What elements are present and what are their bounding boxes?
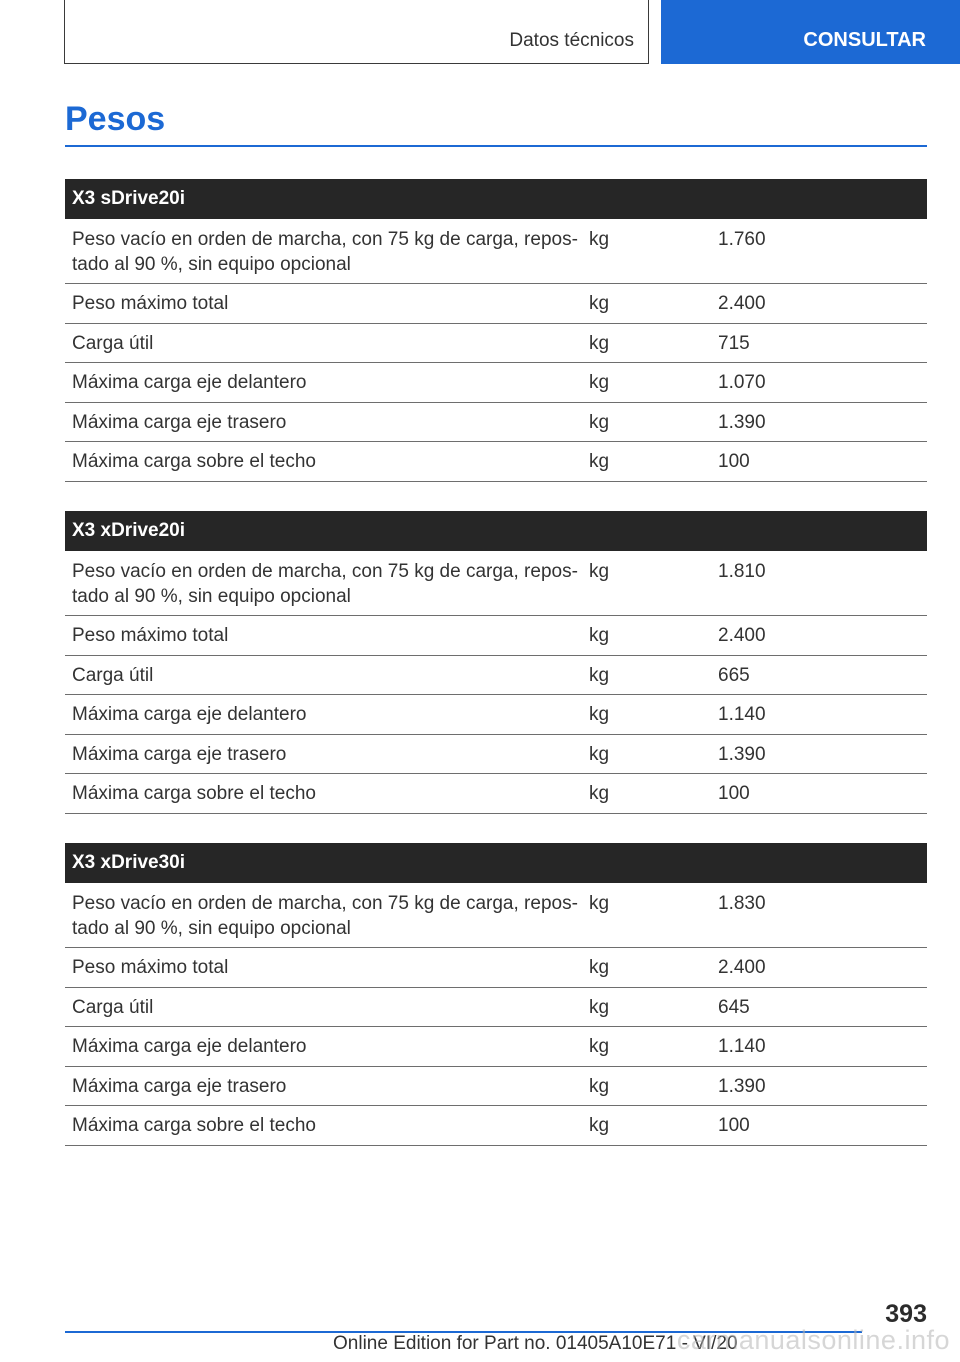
row-unit: kg bbox=[589, 332, 610, 354]
table-row bbox=[65, 735, 927, 775]
watermark: carmanualsonline.info bbox=[676, 1325, 950, 1355]
title-divider bbox=[65, 145, 927, 147]
table-row bbox=[65, 1106, 927, 1146]
row-value: 2.400 bbox=[718, 957, 766, 978]
row-value: 715 bbox=[718, 332, 750, 354]
row-label bbox=[65, 891, 589, 947]
row-value: 1.390 bbox=[718, 743, 766, 765]
row-value: 100 bbox=[718, 783, 750, 804]
table-row bbox=[65, 616, 927, 656]
row-label: Máxima carga eje trasero bbox=[72, 411, 287, 433]
table-row bbox=[65, 219, 927, 284]
spec-table-title: X3 sDrive20i bbox=[72, 188, 186, 209]
row-value: 1.760 bbox=[718, 229, 766, 250]
row-unit: kg bbox=[589, 704, 610, 725]
row-value: 100 bbox=[718, 451, 750, 472]
row-unit: kg bbox=[589, 996, 610, 1018]
row-unit: kg bbox=[589, 1036, 610, 1057]
row-label bbox=[65, 227, 589, 283]
row-unit: kg bbox=[589, 561, 610, 582]
spec-table-title: X3 xDrive30i bbox=[72, 852, 186, 873]
row-value: 1.810 bbox=[718, 561, 766, 582]
row-label-line-1: Peso vacío en orden de marcha, con 75 kg de carga, repos- bbox=[72, 893, 578, 914]
consultar-tab-label: CONSULTAR bbox=[803, 29, 926, 51]
footer-edition-text: Online Edition for Part no. 01405A10E71 - VI/20 bbox=[333, 1333, 738, 1354]
table-row bbox=[65, 948, 927, 988]
row-label: Peso máximo total bbox=[72, 625, 229, 646]
table-row bbox=[65, 1027, 927, 1067]
row-label-line-2: tado al 90 %, sin equipo opcional bbox=[72, 254, 351, 275]
row-unit: kg bbox=[589, 1075, 610, 1097]
row-label bbox=[65, 559, 589, 615]
spec-table-header bbox=[65, 179, 927, 219]
row-value: 1.830 bbox=[718, 893, 766, 914]
header-section-title: Datos técnicos bbox=[509, 30, 634, 51]
row-value: 1.140 bbox=[718, 704, 766, 725]
row-unit: kg bbox=[589, 664, 610, 686]
row-label: Carga útil bbox=[72, 664, 154, 686]
row-label: Máxima carga sobre el techo bbox=[72, 451, 316, 472]
row-unit: kg bbox=[589, 893, 610, 914]
row-label: Carga útil bbox=[72, 996, 154, 1018]
page-number: 393 bbox=[885, 1300, 927, 1328]
table-row bbox=[65, 988, 927, 1028]
row-label: Máxima carga eje trasero bbox=[72, 743, 287, 765]
consultar-tab[interactable] bbox=[661, 0, 960, 64]
table-row bbox=[65, 442, 927, 482]
row-label: Máxima carga sobre el techo bbox=[72, 783, 316, 804]
header-section-box bbox=[64, 0, 649, 64]
table-row bbox=[65, 883, 927, 948]
row-unit: kg bbox=[589, 783, 610, 804]
table-row bbox=[65, 403, 927, 443]
row-unit: kg bbox=[589, 372, 610, 393]
row-label: Peso máximo total bbox=[72, 293, 229, 314]
row-value: 100 bbox=[718, 1115, 750, 1136]
row-unit: kg bbox=[589, 957, 610, 978]
row-unit: kg bbox=[589, 1115, 610, 1136]
row-value: 645 bbox=[718, 996, 750, 1018]
row-label-line-2: tado al 90 %, sin equipo opcional bbox=[72, 918, 351, 939]
row-label-line-1: Peso vacío en orden de marcha, con 75 kg de carga, repos- bbox=[72, 229, 578, 250]
spec-table-xdrive20i bbox=[65, 511, 927, 814]
row-unit: kg bbox=[589, 229, 610, 250]
row-label: Máxima carga eje delantero bbox=[72, 1036, 307, 1057]
row-label: Máxima carga sobre el techo bbox=[72, 1115, 316, 1136]
spec-table-xdrive30i bbox=[65, 843, 927, 1146]
row-label: Carga útil bbox=[72, 332, 154, 354]
table-row bbox=[65, 284, 927, 324]
row-value: 665 bbox=[718, 664, 750, 686]
table-row bbox=[65, 363, 927, 403]
row-unit: kg bbox=[589, 625, 610, 646]
row-value: 1.390 bbox=[718, 1075, 766, 1097]
row-unit: kg bbox=[589, 293, 610, 314]
table-row bbox=[65, 774, 927, 814]
row-label: Máxima carga eje delantero bbox=[72, 704, 307, 725]
table-row bbox=[65, 1067, 927, 1107]
table-row bbox=[65, 551, 927, 616]
row-label-line-1: Peso vacío en orden de marcha, con 75 kg de carga, repos- bbox=[72, 561, 578, 582]
row-unit: kg bbox=[589, 451, 610, 472]
table-row bbox=[65, 324, 927, 364]
table-row bbox=[65, 656, 927, 696]
spec-table-title: X3 xDrive20i bbox=[72, 520, 186, 541]
table-row bbox=[65, 695, 927, 735]
row-label-line-2: tado al 90 %, sin equipo opcional bbox=[72, 586, 351, 607]
row-value: 2.400 bbox=[718, 625, 766, 646]
row-value: 1.390 bbox=[718, 411, 766, 433]
row-value: 1.140 bbox=[718, 1036, 766, 1057]
row-label: Peso máximo total bbox=[72, 957, 229, 978]
row-unit: kg bbox=[589, 743, 610, 765]
spec-table-header bbox=[65, 511, 927, 551]
spec-table-sdrive20i bbox=[65, 179, 927, 482]
row-value: 1.070 bbox=[718, 372, 766, 393]
spec-table-header bbox=[65, 843, 927, 883]
row-label: Máxima carga eje delantero bbox=[72, 372, 307, 393]
row-label: Máxima carga eje trasero bbox=[72, 1075, 287, 1097]
row-value: 2.400 bbox=[718, 293, 766, 314]
page-title: Pesos bbox=[65, 100, 166, 138]
row-unit: kg bbox=[589, 411, 610, 433]
